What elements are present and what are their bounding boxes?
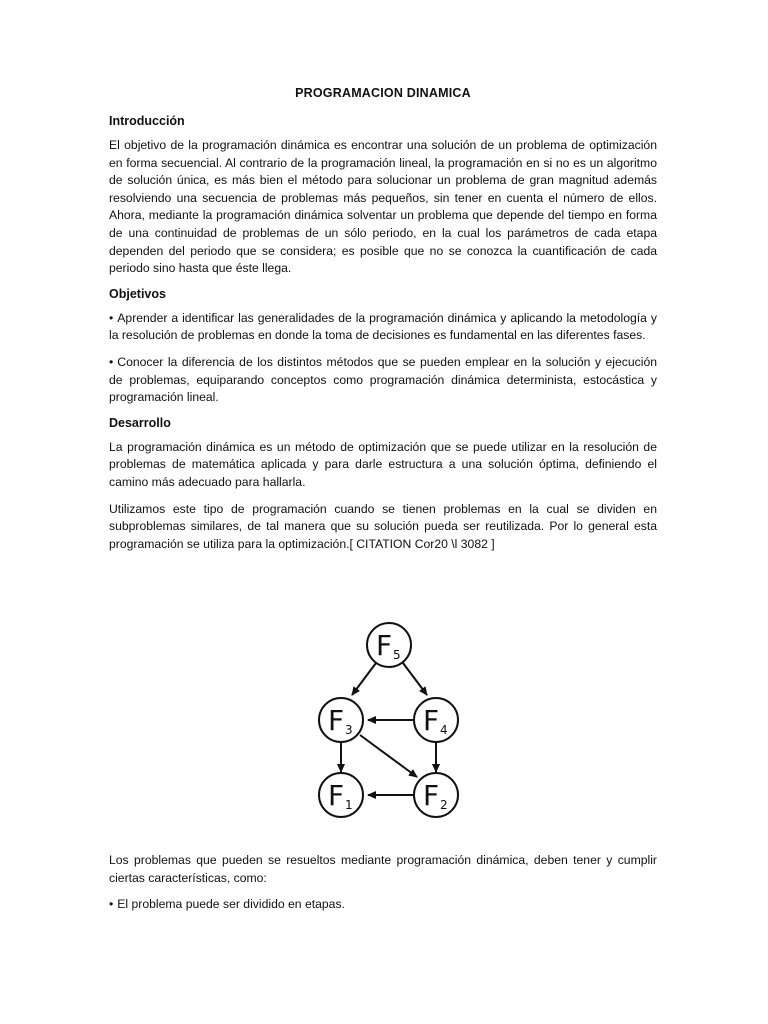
objective-item-2 (109, 354, 657, 407)
node-f5-subscript: 5 (393, 648, 401, 662)
development-paragraph-1: La programación dinámica es un método de optimización que se puede utilizar en la resolución de problemas de matemática aplicada y para darle estructura a una solución óptima, definiendo el camino más adecuado para hallarla. (109, 439, 657, 489)
objective-text-1: Aprender a identificar las generalidades de la programación dinámica y aplicando la metodología y la resolución de problemas en donde la toma de decisiones es fundamental en las diferentes fases. (109, 310, 657, 343)
characteristic-text-1: El problema puede ser dividido en etapas. (117, 897, 345, 912)
after-figure-section (109, 852, 657, 923)
document-page (109, 86, 657, 562)
node-f3 (319, 698, 363, 742)
node-f2-subscript: 2 (440, 798, 448, 812)
node-f3-subscript: 3 (345, 723, 353, 737)
bullet-icon: • (109, 310, 114, 325)
node-f1-letter: F (328, 779, 345, 812)
node-f2 (414, 773, 458, 817)
node-f4-subscript: 4 (440, 723, 448, 737)
objectives-heading: Objetivos (109, 286, 166, 301)
node-f4 (414, 698, 458, 742)
subproblem-graph-diagram (300, 615, 470, 825)
node-f1-subscript: 1 (345, 798, 353, 812)
node-f4-letter: F (423, 704, 440, 737)
document-title: PROGRAMACION DINAMICA (295, 86, 471, 100)
node-f5-letter: F (376, 629, 393, 662)
edge-f3-f2 (360, 735, 417, 777)
development-heading: Desarrollo (109, 415, 171, 430)
edge-f5-f3 (352, 663, 376, 695)
edge-f5-f4 (403, 663, 427, 695)
intro-paragraph: El objetivo de la programación dinámica es encontrar una solución de un problema de optimización en forma secuencial. Al contrario de la programación lineal, la programación en si no es un algoritmo de solución única, es más bien el método para solucionar un problema de gran magnitud además resolviendo una secuencia de problemas más pequeños, sin tener en cuenta el número de ellos. Ahora, mediante la programación dinámica solventar un problema que depende del tiempo en forma de una continuidad de problemas de un sólo periodo, en la cual los parámetros de cada etapa dependen del periodo que se considera; es posible que no se conozca la cuantificación de cada periodo sino hasta que éste llega. (109, 138, 657, 276)
node-f1 (319, 773, 363, 817)
bullet-icon: • (109, 354, 114, 369)
graph-svg (300, 615, 470, 825)
node-f3-letter: F (328, 704, 345, 737)
characteristics-intro: Los problemas que pueden se resueltos mediante programación dinámica, deben tener y cumplir ciertas características, como: (109, 853, 657, 885)
node-f2-letter: F (423, 779, 440, 812)
characteristic-item-1 (109, 896, 657, 914)
objective-text-2: Conocer la diferencia de los distintos métodos que se pueden emplear en la solución y ejecución de problemas, equiparando conceptos como programación dinámica determinista, estocástica y programación lineal. (109, 354, 657, 405)
bullet-icon: • (109, 897, 114, 912)
objective-item-1 (109, 310, 657, 345)
development-paragraph-2: Utilizamos este tipo de programación cuando se tienen problemas en la cual se dividen en subproblemas similares, de tal manera que su solución pueda ser reutilizada. Por lo general esta programación se utiliza para la optimización.[ CITATION Cor20 \l 3082 ] (109, 501, 657, 551)
intro-heading: Introducción (109, 114, 185, 128)
node-f5 (367, 623, 411, 667)
